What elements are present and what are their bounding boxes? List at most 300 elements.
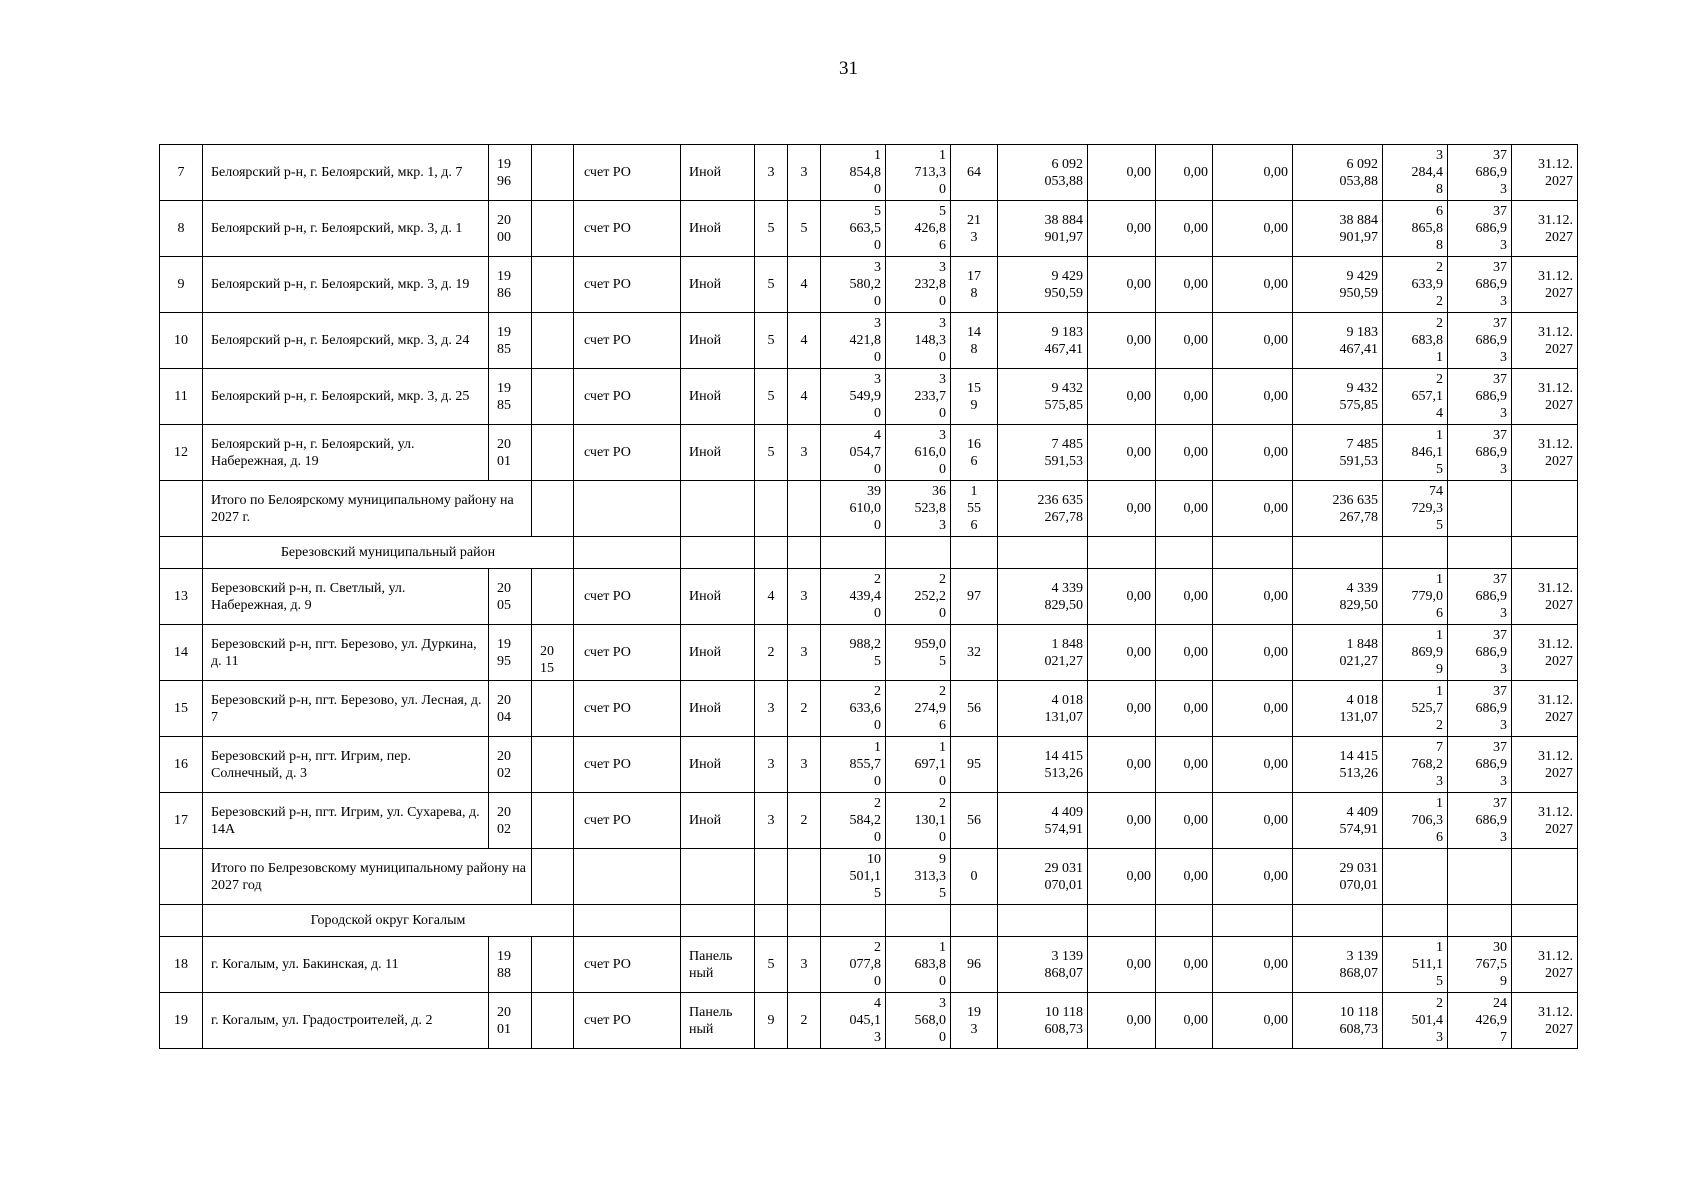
residential-area: 3 616,0 0: [886, 425, 951, 481]
commission-year: 19 86: [489, 257, 532, 313]
fund-2: 0,00: [1156, 937, 1213, 993]
row-number: 12: [160, 425, 203, 481]
total-label: Итого по Белоярскому муниципальному району на 2027 г.: [203, 481, 532, 537]
empty-cell: [1448, 537, 1512, 569]
total-area: 2 584,2 0: [821, 793, 886, 849]
fund-method: счет РО: [574, 257, 681, 313]
address: Березовский р-н, пгт. Березово, ул. Лесная, д. 7: [203, 681, 489, 737]
address: г. Когалым, ул. Градостроителей, д. 2: [203, 993, 489, 1049]
total-cost: 236 635 267,78: [998, 481, 1088, 537]
total-cost: 3 139 868,07: [998, 937, 1088, 993]
wall-material: Иной: [681, 425, 755, 481]
residential-area: 3 568,0 0: [886, 993, 951, 1049]
total-unit-cost: [1383, 849, 1448, 905]
fund-2: 0,00: [1156, 369, 1213, 425]
fund-1: 0,00: [1088, 569, 1156, 625]
floors: 5: [755, 313, 788, 369]
empty-cell: [1512, 849, 1578, 905]
last-repair-year: [532, 313, 574, 369]
fund-method: счет РО: [574, 681, 681, 737]
fund-1: 0,00: [1088, 681, 1156, 737]
total-fund-3: 0,00: [1213, 481, 1293, 537]
total-cost: 9 429 950,59: [998, 257, 1088, 313]
empty-cell: [1383, 905, 1448, 937]
unit-cost: 2 501,4 3: [1383, 993, 1448, 1049]
wall-material: Панель ный: [681, 993, 755, 1049]
total-cost: 9 432 575,85: [998, 369, 1088, 425]
completion-date: 31.12. 2027: [1512, 313, 1578, 369]
max-unit-cost: 30 767,5 9: [1448, 937, 1512, 993]
floors: 5: [755, 201, 788, 257]
floors: 5: [755, 369, 788, 425]
total-area: 3 421,8 0: [821, 313, 886, 369]
entrances: 2: [788, 993, 821, 1049]
table-row: [160, 937, 1578, 993]
last-repair-year: [532, 425, 574, 481]
unit-cost: 1 779,0 6: [1383, 569, 1448, 625]
address: Белоярский р-н, г. Белоярский, мкр. 3, д. 25: [203, 369, 489, 425]
entrances: 4: [788, 369, 821, 425]
table-row: [160, 793, 1578, 849]
commission-year: 19 88: [489, 937, 532, 993]
floors: 3: [755, 793, 788, 849]
commission-year: 20 01: [489, 425, 532, 481]
wall-material: Иной: [681, 793, 755, 849]
entrances: 3: [788, 737, 821, 793]
residential-area: 959,0 5: [886, 625, 951, 681]
total-owner-cost: 29 031 070,01: [1293, 849, 1383, 905]
table-row: [160, 425, 1578, 481]
completion-date: 31.12. 2027: [1512, 793, 1578, 849]
empty-cell: [160, 481, 203, 537]
fund-3: 0,00: [1213, 737, 1293, 793]
empty-cell: [1156, 905, 1213, 937]
entrances: 3: [788, 937, 821, 993]
empty-cell: [788, 481, 821, 537]
unit-cost: 1 511,1 5: [1383, 937, 1448, 993]
section-heading: Березовский муниципальный район: [203, 537, 574, 569]
owner-cost: 6 092 053,88: [1293, 145, 1383, 201]
fund-1: 0,00: [1088, 425, 1156, 481]
residents: 96: [951, 937, 998, 993]
last-repair-year: [532, 257, 574, 313]
empty-cell: [788, 905, 821, 937]
empty-cell: [160, 849, 203, 905]
unit-cost: 6 865,8 8: [1383, 201, 1448, 257]
empty-cell: [998, 905, 1088, 937]
table-row: [160, 625, 1578, 681]
table-row: [160, 737, 1578, 793]
completion-date: 31.12. 2027: [1512, 937, 1578, 993]
empty-cell: [681, 905, 755, 937]
empty-cell: [532, 849, 574, 905]
empty-cell: [1213, 537, 1293, 569]
row-number: 9: [160, 257, 203, 313]
empty-cell: [755, 481, 788, 537]
fund-2: 0,00: [1156, 793, 1213, 849]
total-area: 2 077,8 0: [821, 937, 886, 993]
owner-cost: 9 183 467,41: [1293, 313, 1383, 369]
commission-year: 20 02: [489, 737, 532, 793]
max-unit-cost: 37 686,9 3: [1448, 569, 1512, 625]
empty-cell: [788, 849, 821, 905]
fund-3: 0,00: [1213, 937, 1293, 993]
address: Белоярский р-н, г. Белоярский, мкр. 3, д. 19: [203, 257, 489, 313]
last-repair-year: [532, 201, 574, 257]
section-row: [160, 905, 1578, 937]
owner-cost: 3 139 868,07: [1293, 937, 1383, 993]
fund-1: 0,00: [1088, 313, 1156, 369]
empty-cell: [1383, 537, 1448, 569]
fund-1: 0,00: [1088, 937, 1156, 993]
total-area: 2 633,6 0: [821, 681, 886, 737]
fund-1: 0,00: [1088, 793, 1156, 849]
fund-2: 0,00: [1156, 569, 1213, 625]
total-cost: 38 884 901,97: [998, 201, 1088, 257]
residential-area: 2 252,2 0: [886, 569, 951, 625]
max-unit-cost: 37 686,9 3: [1448, 793, 1512, 849]
address: Белоярский р-н, г. Белоярский, мкр. 1, д. 7: [203, 145, 489, 201]
completion-date: 31.12. 2027: [1512, 625, 1578, 681]
total-cost: 14 415 513,26: [998, 737, 1088, 793]
total-cost: 4 339 829,50: [998, 569, 1088, 625]
wall-material: Иной: [681, 257, 755, 313]
total-row: [160, 849, 1578, 905]
total-cost: 1 848 021,27: [998, 625, 1088, 681]
completion-date: 31.12. 2027: [1512, 145, 1578, 201]
max-unit-cost: 37 686,9 3: [1448, 625, 1512, 681]
fund-1: 0,00: [1088, 257, 1156, 313]
empty-cell: [574, 849, 681, 905]
owner-cost: 4 409 574,91: [1293, 793, 1383, 849]
commission-year: 19 95: [489, 625, 532, 681]
fund-method: счет РО: [574, 313, 681, 369]
residents: 97: [951, 569, 998, 625]
total-cost: 29 031 070,01: [998, 849, 1088, 905]
residential-area: 1 697,1 0: [886, 737, 951, 793]
total-area: 5 663,5 0: [821, 201, 886, 257]
total-cost: 4 409 574,91: [998, 793, 1088, 849]
owner-cost: 38 884 901,97: [1293, 201, 1383, 257]
row-number: 19: [160, 993, 203, 1049]
floors: 3: [755, 145, 788, 201]
total-residential-area: 9 313,3 5: [886, 849, 951, 905]
floors: 2: [755, 625, 788, 681]
fund-1: 0,00: [1088, 625, 1156, 681]
residential-area: 2 130,1 0: [886, 793, 951, 849]
residential-area: 1 713,3 0: [886, 145, 951, 201]
wall-material: Иной: [681, 145, 755, 201]
total-area: 1 855,7 0: [821, 737, 886, 793]
owner-cost: 1 848 021,27: [1293, 625, 1383, 681]
residential-area: 3 148,3 0: [886, 313, 951, 369]
table-row: [160, 313, 1578, 369]
commission-year: 19 96: [489, 145, 532, 201]
total-area: 1 854,8 0: [821, 145, 886, 201]
row-number: 14: [160, 625, 203, 681]
section-heading: Городской округ Когалым: [203, 905, 574, 937]
total-area: 3 580,2 0: [821, 257, 886, 313]
entrances: 3: [788, 145, 821, 201]
residential-area: 2 274,9 6: [886, 681, 951, 737]
section-row: [160, 537, 1578, 569]
empty-cell: [1156, 537, 1213, 569]
residents: 17 8: [951, 257, 998, 313]
empty-cell: [681, 849, 755, 905]
total-fund-3: 0,00: [1213, 849, 1293, 905]
wall-material: Иной: [681, 569, 755, 625]
table-row: [160, 369, 1578, 425]
completion-date: 31.12. 2027: [1512, 201, 1578, 257]
address: Белоярский р-н, г. Белоярский, мкр. 3, д. 24: [203, 313, 489, 369]
empty-cell: [1512, 905, 1578, 937]
last-repair-year: [532, 993, 574, 1049]
total-fund-2: 0,00: [1156, 849, 1213, 905]
commission-year: 20 05: [489, 569, 532, 625]
residential-area: 3 232,8 0: [886, 257, 951, 313]
entrances: 3: [788, 425, 821, 481]
fund-3: 0,00: [1213, 993, 1293, 1049]
fund-3: 0,00: [1213, 201, 1293, 257]
unit-cost: 1 846,1 5: [1383, 425, 1448, 481]
fund-method: счет РО: [574, 569, 681, 625]
wall-material: Иной: [681, 201, 755, 257]
empty-cell: [951, 905, 998, 937]
total-area: 4 054,7 0: [821, 425, 886, 481]
address: Березовский р-н, пгт. Березово, ул. Дуркина, д. 11: [203, 625, 489, 681]
floors: 5: [755, 425, 788, 481]
residents: 95: [951, 737, 998, 793]
owner-cost: 14 415 513,26: [1293, 737, 1383, 793]
row-number: 13: [160, 569, 203, 625]
wall-material: Панель ный: [681, 937, 755, 993]
total-cost: 10 118 608,73: [998, 993, 1088, 1049]
residents: 21 3: [951, 201, 998, 257]
unit-cost: 3 284,4 8: [1383, 145, 1448, 201]
max-unit-cost: 37 686,9 3: [1448, 201, 1512, 257]
row-number: 7: [160, 145, 203, 201]
empty-cell: [755, 849, 788, 905]
fund-2: 0,00: [1156, 625, 1213, 681]
total-fund-2: 0,00: [1156, 481, 1213, 537]
table-row: [160, 993, 1578, 1049]
fund-3: 0,00: [1213, 569, 1293, 625]
fund-method: счет РО: [574, 793, 681, 849]
address: Березовский р-н, пгт. Игрим, пер. Солнечный, д. 3: [203, 737, 489, 793]
empty-cell: [681, 537, 755, 569]
entrances: 3: [788, 625, 821, 681]
unit-cost: 7 768,2 3: [1383, 737, 1448, 793]
repair-program-table: [159, 144, 1578, 1049]
max-unit-cost: 37 686,9 3: [1448, 257, 1512, 313]
fund-2: 0,00: [1156, 313, 1213, 369]
completion-date: 31.12. 2027: [1512, 569, 1578, 625]
fund-method: счет РО: [574, 369, 681, 425]
total-residential-area: 36 523,8 3: [886, 481, 951, 537]
owner-cost: 4 339 829,50: [1293, 569, 1383, 625]
residents: 56: [951, 793, 998, 849]
entrances: 3: [788, 569, 821, 625]
fund-2: 0,00: [1156, 257, 1213, 313]
fund-method: счет РО: [574, 201, 681, 257]
fund-1: 0,00: [1088, 737, 1156, 793]
residential-area: 5 426,8 6: [886, 201, 951, 257]
last-repair-year: [532, 369, 574, 425]
row-number: 11: [160, 369, 203, 425]
empty-cell: [998, 537, 1088, 569]
max-unit-cost: 37 686,9 3: [1448, 737, 1512, 793]
total-fund-1: 0,00: [1088, 849, 1156, 905]
fund-3: 0,00: [1213, 257, 1293, 313]
wall-material: Иной: [681, 369, 755, 425]
commission-year: 19 85: [489, 313, 532, 369]
owner-cost: 10 118 608,73: [1293, 993, 1383, 1049]
wall-material: Иной: [681, 625, 755, 681]
floors: 5: [755, 257, 788, 313]
residents: 15 9: [951, 369, 998, 425]
empty-cell: [1088, 537, 1156, 569]
residents: 19 3: [951, 993, 998, 1049]
empty-cell: [532, 481, 574, 537]
last-repair-year: [532, 737, 574, 793]
entrances: 2: [788, 681, 821, 737]
fund-2: 0,00: [1156, 681, 1213, 737]
table-row: [160, 201, 1578, 257]
total-owner-cost: 236 635 267,78: [1293, 481, 1383, 537]
fund-3: 0,00: [1213, 625, 1293, 681]
last-repair-year: 20 15: [532, 625, 574, 681]
fund-3: 0,00: [1213, 793, 1293, 849]
row-number: 8: [160, 201, 203, 257]
wall-material: Иной: [681, 737, 755, 793]
max-unit-cost: 24 426,9 7: [1448, 993, 1512, 1049]
empty-cell: [160, 537, 203, 569]
floors: 5: [755, 937, 788, 993]
fund-2: 0,00: [1156, 737, 1213, 793]
residents: 32: [951, 625, 998, 681]
empty-cell: [1512, 481, 1578, 537]
address: Березовский р-н, пгт. Игрим, ул. Сухарева, д. 14А: [203, 793, 489, 849]
residents: 14 8: [951, 313, 998, 369]
empty-cell: [1512, 537, 1578, 569]
fund-3: 0,00: [1213, 425, 1293, 481]
completion-date: 31.12. 2027: [1512, 681, 1578, 737]
empty-cell: [1293, 537, 1383, 569]
page-number: 31: [839, 58, 858, 79]
total-residents: 0: [951, 849, 998, 905]
empty-cell: [160, 905, 203, 937]
row-number: 16: [160, 737, 203, 793]
empty-cell: [574, 481, 681, 537]
max-unit-cost: 37 686,9 3: [1448, 681, 1512, 737]
commission-year: 19 85: [489, 369, 532, 425]
max-unit-cost: 37 686,9 3: [1448, 369, 1512, 425]
fund-3: 0,00: [1213, 681, 1293, 737]
commission-year: 20 00: [489, 201, 532, 257]
empty-cell: [1448, 905, 1512, 937]
total-area: 2 439,4 0: [821, 569, 886, 625]
last-repair-year: [532, 569, 574, 625]
empty-cell: [574, 537, 681, 569]
empty-cell: [755, 905, 788, 937]
table-row: [160, 257, 1578, 313]
empty-cell: [1213, 905, 1293, 937]
empty-cell: [886, 537, 951, 569]
empty-cell: [886, 905, 951, 937]
entrances: 2: [788, 793, 821, 849]
floors: 4: [755, 569, 788, 625]
address: г. Когалым, ул. Бакинская, д. 11: [203, 937, 489, 993]
commission-year: 20 04: [489, 681, 532, 737]
fund-method: счет РО: [574, 425, 681, 481]
fund-1: 0,00: [1088, 145, 1156, 201]
fund-1: 0,00: [1088, 369, 1156, 425]
total-unit-cost: 74 729,3 5: [1383, 481, 1448, 537]
wall-material: Иной: [681, 681, 755, 737]
fund-3: 0,00: [1213, 313, 1293, 369]
fund-method: счет РО: [574, 145, 681, 201]
total-area: 3 549,9 0: [821, 369, 886, 425]
owner-cost: 7 485 591,53: [1293, 425, 1383, 481]
row-number: 10: [160, 313, 203, 369]
total-cost: 9 183 467,41: [998, 313, 1088, 369]
max-unit-cost: 37 686,9 3: [1448, 145, 1512, 201]
total-area: 10 501,1 5: [821, 849, 886, 905]
last-repair-year: [532, 937, 574, 993]
floors: 9: [755, 993, 788, 1049]
commission-year: 20 01: [489, 993, 532, 1049]
table-row: [160, 569, 1578, 625]
completion-date: 31.12. 2027: [1512, 737, 1578, 793]
address: Белоярский р-н, г. Белоярский, ул. Набережная, д. 19: [203, 425, 489, 481]
row-number: 18: [160, 937, 203, 993]
owner-cost: 9 432 575,85: [1293, 369, 1383, 425]
last-repair-year: [532, 145, 574, 201]
fund-1: 0,00: [1088, 993, 1156, 1049]
total-residents: 1 55 6: [951, 481, 998, 537]
total-area: 988,2 5: [821, 625, 886, 681]
total-fund-1: 0,00: [1088, 481, 1156, 537]
residents: 64: [951, 145, 998, 201]
floors: 3: [755, 737, 788, 793]
residents: 56: [951, 681, 998, 737]
empty-cell: [788, 537, 821, 569]
row-number: 15: [160, 681, 203, 737]
empty-cell: [1448, 849, 1512, 905]
total-cost: 6 092 053,88: [998, 145, 1088, 201]
unit-cost: 2 683,8 1: [1383, 313, 1448, 369]
row-number: 17: [160, 793, 203, 849]
completion-date: 31.12. 2027: [1512, 993, 1578, 1049]
empty-cell: [1293, 905, 1383, 937]
total-cost: 4 018 131,07: [998, 681, 1088, 737]
fund-2: 0,00: [1156, 145, 1213, 201]
last-repair-year: [532, 681, 574, 737]
fund-2: 0,00: [1156, 425, 1213, 481]
fund-method: счет РО: [574, 625, 681, 681]
empty-cell: [755, 537, 788, 569]
empty-cell: [681, 481, 755, 537]
empty-cell: [1088, 905, 1156, 937]
fund-1: 0,00: [1088, 201, 1156, 257]
residential-area: 1 683,8 0: [886, 937, 951, 993]
table-row: [160, 145, 1578, 201]
completion-date: 31.12. 2027: [1512, 257, 1578, 313]
fund-2: 0,00: [1156, 201, 1213, 257]
entrances: 4: [788, 313, 821, 369]
empty-cell: [821, 537, 886, 569]
total-cost: 7 485 591,53: [998, 425, 1088, 481]
